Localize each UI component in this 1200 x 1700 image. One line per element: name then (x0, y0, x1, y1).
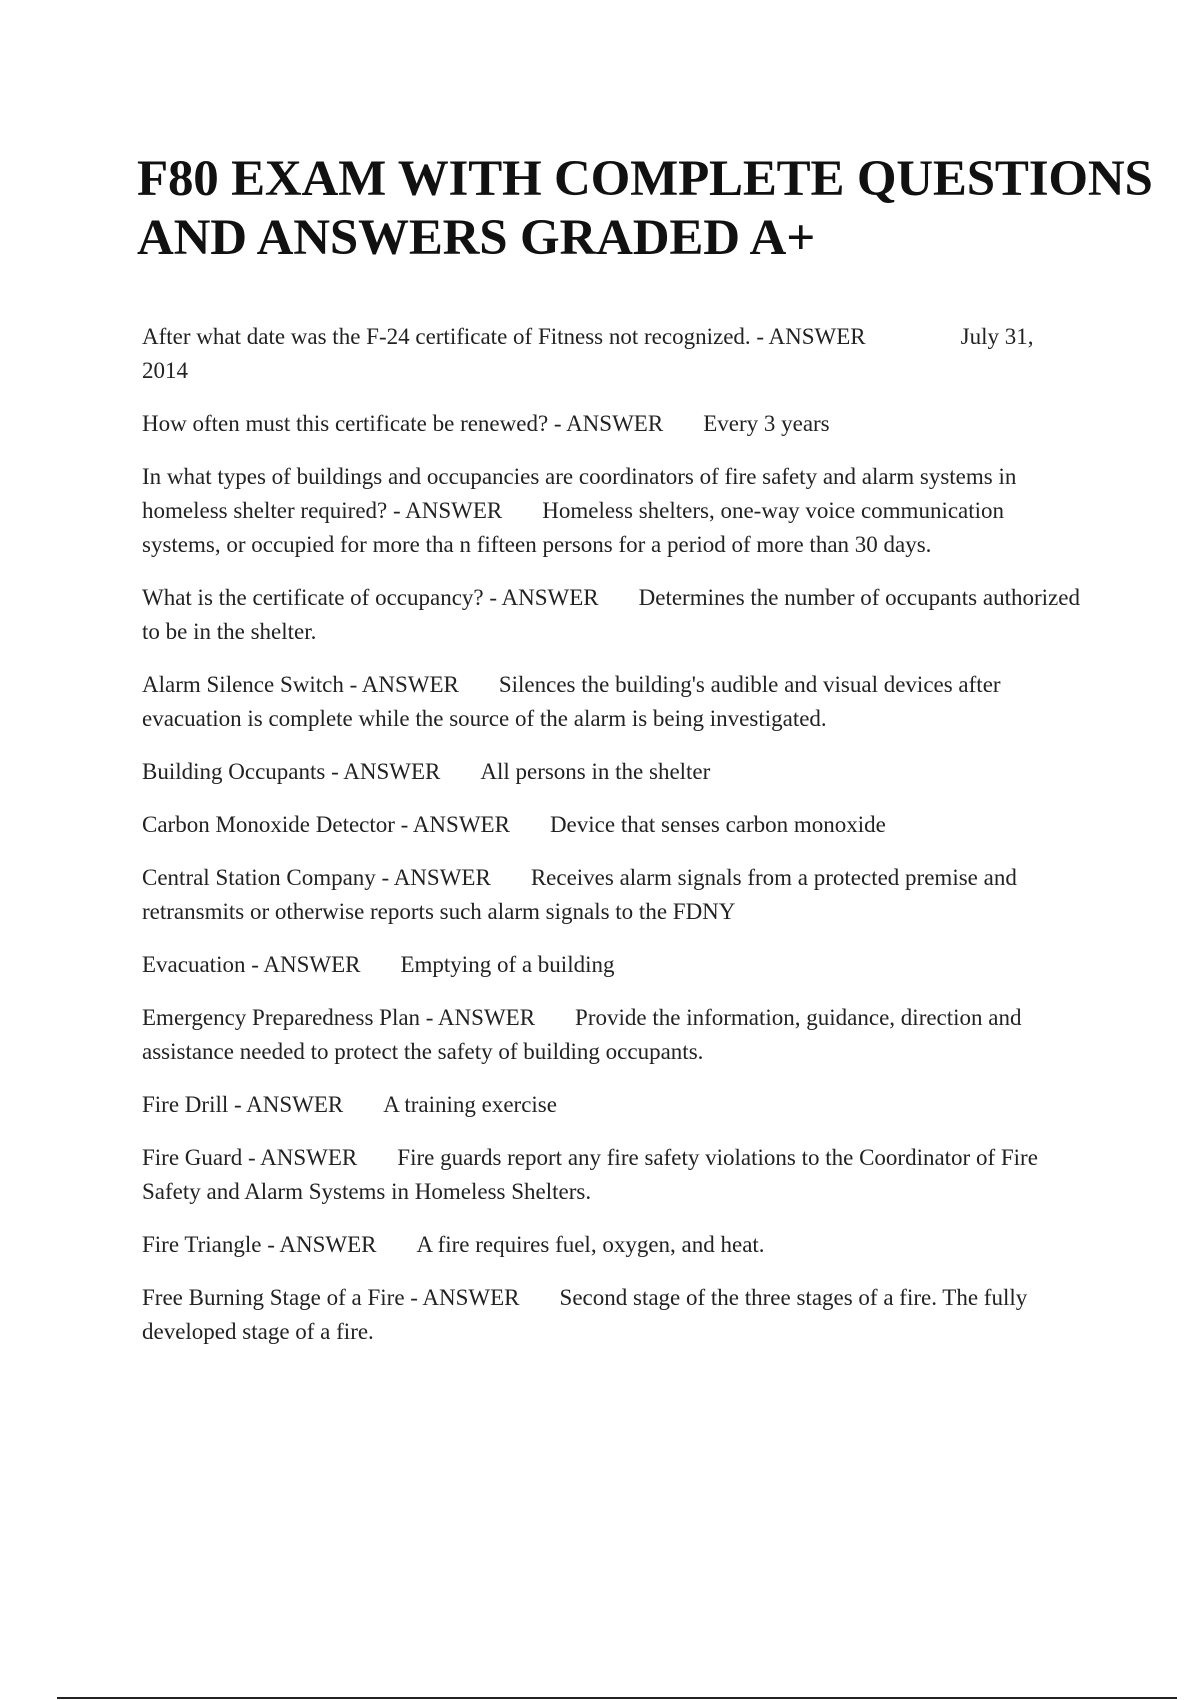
qa-question: Fire Drill - ANSWER (142, 1092, 344, 1117)
qa-answer: July 31, 2014 (142, 324, 1034, 383)
qa-item (142, 1141, 1082, 1209)
qa-item (142, 808, 1082, 842)
qa-item (142, 1001, 1082, 1069)
qa-answer: Homeless shelters, one-way voice communication systems, or occupied for more tha n fifteen persons for a period of more than 30 days. (142, 498, 1005, 557)
qa-list (142, 320, 1082, 1368)
qa-question: Emergency Preparedness Plan - ANSWER (142, 1005, 536, 1030)
qa-answer: A training exercise (383, 1092, 557, 1117)
title-line-1: F80 EXAM WITH COMPLETE QUESTIONS (137, 151, 1153, 207)
qa-question: Evacuation - ANSWER (142, 952, 361, 977)
qa-answer: Second stage of the three stages of a fire. The fully developed stage of a fire. (142, 1285, 1028, 1344)
qa-answer: All persons in the shelter (480, 759, 711, 784)
footer-divider (57, 1697, 1177, 1699)
title-line-2: AND ANSWERS GRADED A+ (137, 210, 816, 266)
qa-question: Fire Triangle - ANSWER (142, 1232, 377, 1257)
qa-answer: Fire guards report any fire safety violations to the Coordinator of Fire Safety and Alarm Systems in Homeless Shelters. (142, 1145, 1038, 1204)
qa-answer: Receives alarm signals from a protected premise and retransmits or otherwise reports such alarm signals to the FDNY (142, 865, 1017, 924)
qa-question: Central Station Company - ANSWER (142, 865, 491, 890)
qa-item (142, 1088, 1082, 1122)
qa-question: Building Occupants - ANSWER (142, 759, 441, 784)
qa-item (142, 320, 1082, 388)
qa-answer: Determines the number of occupants authorized to be in the shelter. (142, 585, 1080, 644)
qa-question: Free Burning Stage of a Fire - ANSWER (142, 1285, 520, 1310)
qa-question: In what types of buildings and occupancies are coordinators of fire safety and alarm systems in homeless shelter required? - ANSWER (142, 464, 1017, 523)
page-title (137, 150, 1197, 268)
qa-item (142, 861, 1082, 929)
qa-question: Fire Guard - ANSWER (142, 1145, 358, 1170)
qa-item (142, 755, 1082, 789)
qa-question: What is the certificate of occupancy? - ANSWER (142, 585, 599, 610)
qa-question: Carbon Monoxide Detector - ANSWER (142, 812, 510, 837)
qa-answer: Every 3 years (703, 411, 830, 436)
qa-question: Alarm Silence Switch - ANSWER (142, 672, 459, 697)
qa-question: After what date was the F-24 certificate of Fitness not recognized. - ANSWER (142, 324, 866, 349)
qa-item (142, 1228, 1082, 1262)
qa-item (142, 668, 1082, 736)
qa-answer: Provide the information, guidance, direction and assistance needed to protect the safety of building occupants. (142, 1005, 1022, 1064)
qa-answer: Emptying of a building (400, 952, 615, 977)
qa-item (142, 460, 1082, 562)
qa-answer: Device that senses carbon monoxide (549, 812, 886, 837)
qa-item (142, 581, 1082, 649)
qa-item (142, 948, 1082, 982)
qa-question: How often must this certificate be renewed? - ANSWER (142, 411, 664, 436)
qa-answer: A fire requires fuel, oxygen, and heat. (416, 1232, 765, 1257)
qa-item (142, 407, 1082, 441)
qa-answer: Silences the building's audible and visual devices after evacuation is complete while the source of the alarm is being investigated. (142, 672, 1001, 731)
qa-item (142, 1281, 1082, 1349)
